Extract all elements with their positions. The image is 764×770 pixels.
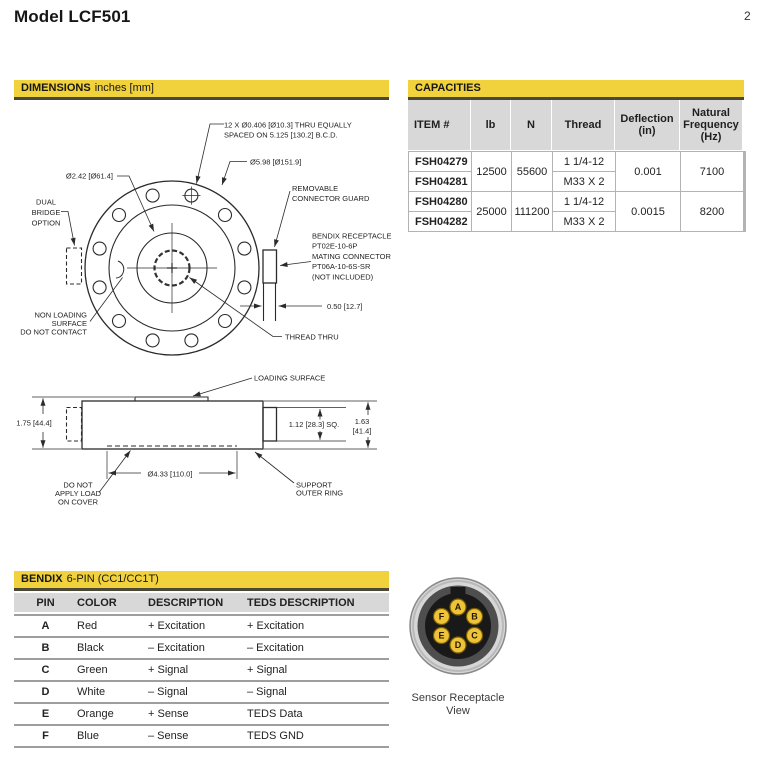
label-support-1: SUPPORT	[296, 480, 333, 490]
label-dual-bridge-2: BRIDGE	[31, 208, 61, 217]
thread-cell: M33 X 2	[553, 172, 615, 191]
pin-row-c	[14, 658, 389, 680]
capacities-table	[408, 151, 746, 232]
pin-f-label: F	[438, 611, 445, 622]
deflection-cell: 0.001	[616, 152, 680, 191]
description-cell: + Signal	[148, 664, 189, 676]
connector-caption-line1: Sensor Receptacle	[411, 692, 505, 704]
item-number-cell: FSH04280	[409, 192, 471, 211]
color-cell: Orange	[77, 708, 114, 720]
teds-cell: – Signal	[247, 686, 287, 698]
teds-cell: + Excitation	[247, 620, 305, 632]
label-no-load-3: ON COVER	[57, 497, 99, 507]
dimensions-section-bar	[14, 80, 389, 100]
label-outer-diameter: Ø5.98 [Ø151.9]	[250, 157, 302, 167]
pin-cell: C	[41, 664, 50, 676]
label-square-dim: 1.12 [28.3] SQ.	[288, 420, 340, 429]
thread-cell: 1 1/4-12	[553, 152, 615, 171]
col-header-deflection-line2: (in)	[638, 125, 656, 137]
bendix-bar-subtitle: 6-PIN (CC1/CC1T)	[66, 573, 159, 585]
label-removable-guard-1: REMOVABLE	[292, 184, 339, 193]
pin-d-label: D	[454, 640, 462, 651]
color-cell: Green	[77, 664, 108, 676]
label-dual-bridge-1: DUAL	[35, 197, 57, 207]
color-cell: Red	[77, 620, 98, 632]
item-number-cell: FSH04281	[409, 172, 471, 191]
label-non-loading-3: DO NOT CONTACT	[20, 327, 87, 337]
capacities-bar-title: CAPACITIES	[415, 82, 481, 94]
label-loading-surface: LOADING SURFACE	[254, 373, 326, 383]
description-cell: + Sense	[148, 708, 189, 720]
pin-row-e	[14, 702, 389, 724]
col-header-color: COLOR	[77, 596, 117, 609]
col-header-deflection	[615, 100, 679, 150]
bendix-table-header	[14, 593, 389, 612]
col-header-lb: lb	[471, 100, 510, 150]
label-no-load-2: APPLY LOAD	[55, 489, 101, 498]
capacity-n-cell: 111200	[512, 192, 552, 231]
teds-cell: TEDS GND	[247, 730, 304, 742]
label-height2-dim-1: 1.63	[354, 417, 370, 426]
page-number: 2	[744, 9, 751, 23]
capacity-n-cell: 55600	[512, 152, 552, 191]
color-cell: Black	[77, 642, 104, 654]
label-bendix-note-4: PT06A-10-6S-SR	[312, 262, 371, 272]
label-guard-offset: 0.50 [12.7]	[327, 302, 363, 311]
dual-bridge-block	[67, 248, 82, 284]
flange-front-view-labels	[20, 121, 391, 342]
label-removable-guard-2: CONNECTOR GUARD	[292, 194, 370, 203]
item-number-cell: FSH04279	[409, 152, 471, 171]
teds-cell: – Excitation	[247, 642, 304, 654]
label-support-2: OUTER RING	[296, 488, 344, 498]
teds-cell: + Signal	[247, 664, 288, 676]
pin-c-label: C	[471, 630, 478, 641]
frequency-cell: 8200	[681, 192, 743, 231]
capacities-section-bar	[408, 80, 744, 100]
col-header-thread: Thread	[552, 100, 614, 150]
pin-cell: E	[41, 708, 50, 720]
col-header-frequency-line2: Frequency	[683, 119, 739, 131]
description-cell: – Excitation	[148, 642, 205, 654]
label-height2-dim-2: [41.4]	[352, 426, 372, 436]
pin-cell: F	[42, 730, 49, 742]
capacities-table-header	[408, 100, 744, 150]
connector-caption	[398, 692, 518, 718]
color-cell: White	[77, 686, 106, 698]
pin-a-label: A	[454, 602, 462, 613]
col-header-frequency-line3: (Hz)	[700, 131, 722, 143]
label-bolt-note-line2: SPACED ON 5.125 [130.2] B.C.D.	[224, 130, 338, 140]
label-bendix-note-2: PT02E-10-6P	[312, 241, 358, 251]
description-cell: – Signal	[148, 686, 188, 698]
label-bendix-note-3: MATING CONNECTOR	[312, 251, 391, 261]
label-no-load-1: DO NOT	[63, 480, 93, 490]
label-bendix-note-1: BENDIX RECEPTACLE	[312, 231, 392, 241]
pin-row-b	[14, 636, 389, 658]
label-thread-thru: THREAD THRU	[285, 332, 339, 342]
connector-caption-line2: View	[446, 705, 470, 717]
side-view-drawing	[32, 378, 377, 493]
bendix-bar-title: BENDIX	[21, 573, 63, 585]
pin-b-label: B	[471, 611, 478, 622]
label-bendix-note-5: (NOT INCLUDED)	[312, 272, 374, 282]
pin-e-label: E	[438, 630, 445, 641]
pin-row-a	[14, 614, 389, 636]
col-header-item: ITEM #	[408, 100, 470, 150]
col-header-deflection-line1: Deflection	[620, 113, 674, 125]
teds-cell: TEDS Data	[247, 708, 303, 720]
capacity-lb-cell: 25000	[472, 192, 511, 231]
frequency-cell: 7100	[681, 152, 743, 191]
capacity-lb-cell: 12500	[472, 152, 511, 191]
description-cell: – Sense	[148, 730, 189, 742]
connector-diagram	[410, 578, 506, 674]
connector-guard-block	[263, 250, 277, 283]
description-cell: + Excitation	[148, 620, 206, 632]
label-dual-bridge-3: OPTION	[31, 218, 61, 228]
surface-mark	[116, 261, 124, 278]
col-header-n: N	[511, 100, 551, 150]
item-number-cell: FSH04282	[409, 212, 471, 231]
page-title: Model LCF501	[14, 7, 131, 26]
dimensions-bar-title: DIMENSIONS	[21, 82, 91, 94]
col-header-description: DESCRIPTION	[148, 596, 224, 609]
col-header-frequency-line1: Natural	[692, 107, 730, 119]
pin-cell: D	[41, 686, 50, 698]
pin-row-d	[14, 680, 389, 702]
side-view-labels	[16, 374, 371, 507]
bendix-section-bar	[14, 571, 389, 591]
connector-key-notch	[451, 587, 466, 599]
pin-cell: B	[41, 642, 50, 654]
pin-row-f	[14, 724, 389, 748]
col-header-teds-description: TEDS DESCRIPTION	[247, 596, 355, 609]
deflection-cell: 0.0015	[616, 192, 680, 231]
col-header-pin: PIN	[36, 596, 55, 609]
label-non-loading-2: SURFACE	[51, 319, 87, 328]
thread-cell: 1 1/4-12	[553, 192, 615, 211]
col-header-frequency	[680, 100, 742, 150]
pin-cell: A	[41, 620, 50, 632]
color-cell: Blue	[77, 730, 100, 742]
label-cover-diameter: Ø4.33 [110.0]	[147, 469, 193, 479]
bendix-table-body	[14, 614, 389, 748]
label-height-dim: 1.75 [44.4]	[16, 418, 52, 428]
label-bolt-note-line1: 12 X Ø0.406 [Ø10.3] THRU EQUALLY	[224, 120, 352, 130]
label-inner-diameter: Ø2.42 [Ø61.4]	[65, 171, 113, 181]
label-non-loading-1: NON LOADING	[34, 310, 87, 320]
dimensions-bar-units: inches [mm]	[94, 82, 154, 94]
thread-cell: M33 X 2	[553, 212, 615, 231]
